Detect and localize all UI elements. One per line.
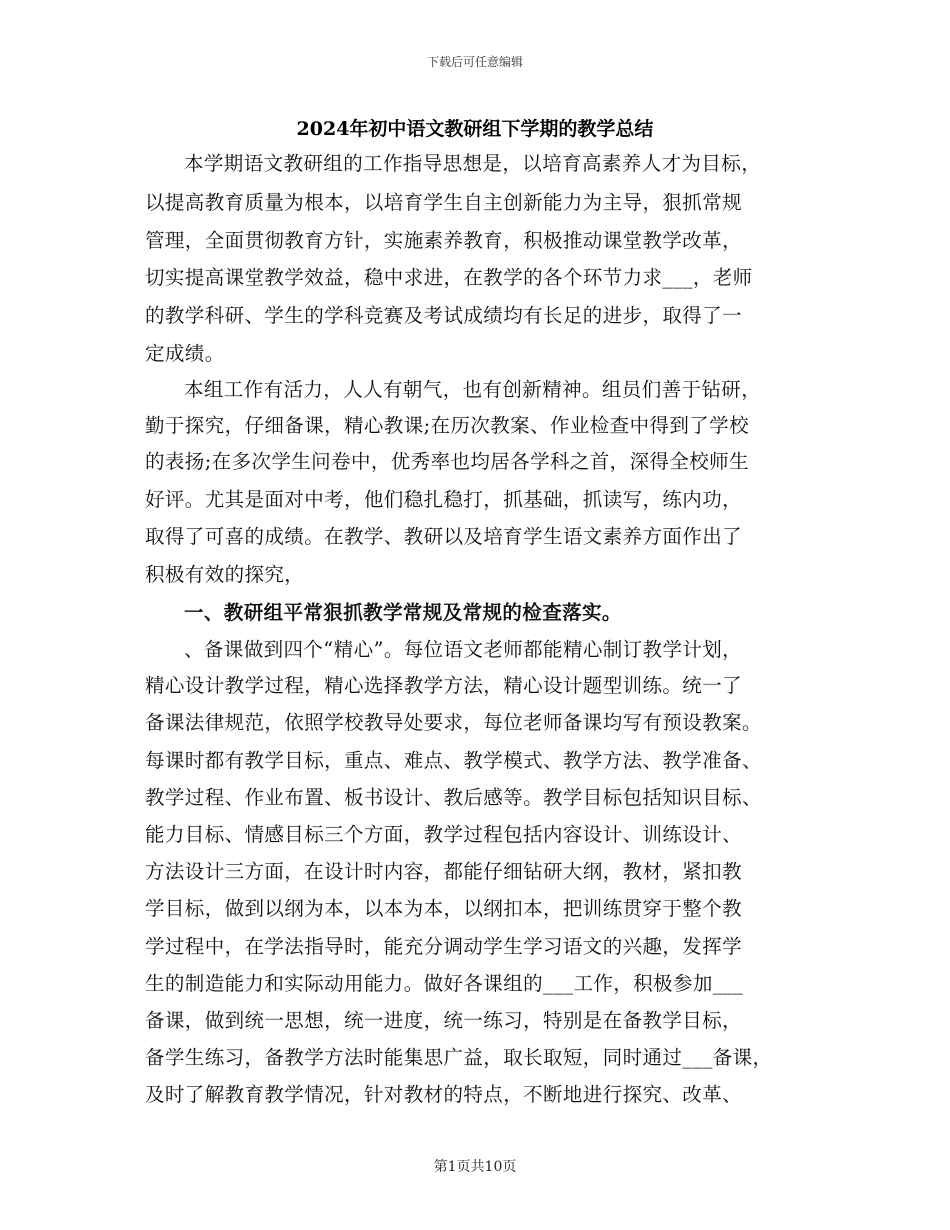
body-line: 取得了可喜的成绩。在教学、教研以及培育学生语文素养方面作出了: [145, 525, 743, 548]
body-line: 切实提高课堂教学效益，稳中求进，在教学的各个环节力求___，老师: [145, 266, 753, 289]
body-line: 每课时都有教学目标，重点、难点、教学模式、教学方法、教学准备、: [145, 749, 762, 772]
body-line: 教学过程、作业布置、板书设计、教后感等。教学目标包括知识目标、: [145, 786, 762, 809]
body-line: 方法设计三方面，在设计时内容，都能仔细钻研大纲，教材，紧扣教: [145, 860, 743, 883]
body-line: 、备课做到四个“精心”。每位语文老师都能精心制订教学计划，: [184, 638, 743, 661]
body-line: 及时了解教育教学情况，针对教材的特点，不断地进行探究、改革、: [145, 1083, 743, 1106]
body-line: 能力目标、情感目标三个方面，教学过程包括内容设计、训练设计、: [145, 823, 743, 846]
page-number-footer: 第1页共10页: [433, 1159, 517, 1175]
body-line: 备课法律规范，依照学校教导处要求，每位老师备课均写有预设教案。: [145, 711, 762, 734]
body-line: 积极有效的探究，: [145, 563, 305, 586]
body-line: 精心设计教学过程，精心选择教学方法，精心设计题型训练。统一了: [145, 674, 743, 697]
body-line: 本学期语文教研组的工作指导思想是，以培育高素养人才为目标，: [184, 152, 762, 175]
body-line: 生的制造能力和实际动用能力。做好各课组的___工作，积极参加___: [145, 972, 744, 995]
page-header-note: 下载后可任意编辑: [426, 55, 523, 69]
body-line: 的教学科研、学生的学科竞赛及考试成绩均有长足的进步，取得了一: [145, 304, 743, 327]
body-line: 的表扬;在多次学生问卷中，优秀率也均居各学科之首，深得全校师生: [145, 450, 749, 473]
body-line: 以提高教育质量为根本，以培育学生自主创新能力为主导，狠抓常规: [145, 191, 743, 214]
body-line: 本组工作有活力，人人有朝气，也有创新精神。组员们善于钻研，: [184, 378, 762, 401]
section-heading: 一、教研组平常狠抓教学常规及常规的检查落实。: [184, 601, 622, 624]
body-line: 学目标，做到以纲为本，以本为本，以纲扣本，把训练贯穿于整个教: [145, 897, 743, 920]
document-title: 2024年初中语文教研组下学期的教学总结: [296, 118, 654, 140]
body-line: 定成绩。: [145, 342, 225, 365]
body-line: 备学生练习，备教学方法时能集思广益，取长取短，同时通过___备课，: [145, 1046, 773, 1069]
body-line: 备课，做到统一思想，统一进度，统一练习，特别是在备教学目标，: [145, 1009, 743, 1032]
body-line: 管理，全面贯彻教育方针，实施素养教育，积极推动课堂教学改革，: [145, 229, 743, 252]
body-line: 学过程中，在学法指导时，能充分调动学生学习语文的兴趣，发挥学: [145, 935, 743, 958]
body-line: 好评。尤其是面对中考，他们稳扎稳打，抓基础，抓读写，练内功，: [145, 488, 743, 511]
body-line: 勤于探究，仔细备课，精心教课;在历次教案、作业检查中得到了学校: [145, 414, 749, 437]
